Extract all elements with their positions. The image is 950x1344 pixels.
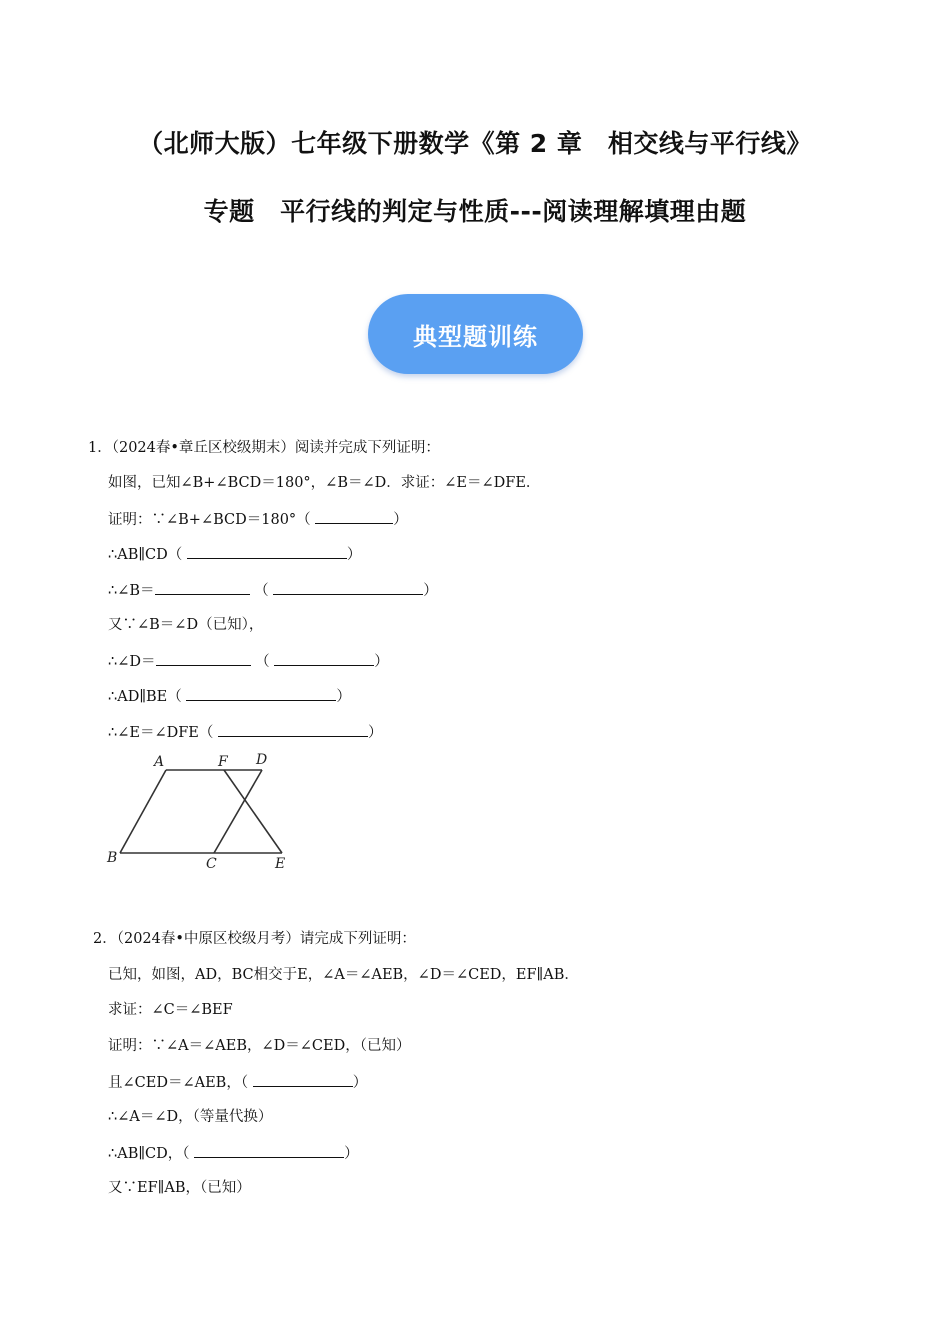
figure-label-B: B — [107, 850, 118, 866]
q1-step-1 — [108, 509, 408, 530]
q1-step-5-text: ∴∠D＝ — [108, 654, 156, 670]
q1-step-7-close: ） — [368, 725, 383, 741]
q1-step-1-text: 证明：∵∠B+∠BCD＝180°（ — [108, 512, 311, 528]
q1-step-6-close: ） — [336, 689, 351, 705]
document-title-line-2: 专题 平行线的判定与性质---阅读理解填理由题 — [203, 197, 747, 226]
q2-step-4-close: ） — [344, 1146, 359, 1162]
q1-step-7 — [108, 722, 383, 743]
document-title-line-1: （北师大版）七年级下册数学《第 2 章 相交线与平行线》 — [138, 129, 812, 158]
figure-label-D: D — [256, 752, 268, 768]
q2-step-1: 证明：∵∠A＝∠AEB，∠D＝∠CED，（已知） — [108, 1038, 411, 1054]
q1-blank-6[interactable] — [186, 686, 336, 701]
figure-label-C: C — [206, 856, 217, 872]
q1-step-3 — [108, 580, 438, 601]
q1-step-2 — [108, 544, 361, 565]
q1-step-3-close: ） — [423, 583, 438, 599]
q1-blank-5b[interactable] — [274, 651, 374, 666]
q1-figure — [104, 750, 304, 875]
q1-step-5 — [108, 651, 389, 672]
figure-segment-DC — [214, 770, 262, 853]
q1-step-5-open: （ — [255, 654, 270, 670]
q1-step-3-text: ∴∠B＝ — [108, 583, 155, 599]
q1-step-3-open: （ — [254, 583, 269, 599]
q1-step-4: 又∵∠B＝∠D（已知）， — [108, 617, 264, 633]
q1-blank-3a[interactable] — [155, 580, 250, 595]
q1-step-1-close: ） — [393, 512, 408, 528]
q1-blank-2[interactable] — [187, 544, 347, 559]
figure-label-A: A — [154, 754, 165, 770]
q1-step-6 — [108, 686, 351, 707]
q2-step-4-text: ∴AB∥CD，（ — [108, 1146, 190, 1162]
q1-given: 如图，已知∠B+∠BCD＝180°，∠B＝∠D．求证：∠E＝∠DFE． — [108, 475, 541, 491]
q1-heading: 1．（2024春•章丘区校级期末）阅读并完成下列证明： — [88, 440, 440, 456]
q1-step-2-text: ∴AB∥CD（ — [108, 547, 183, 563]
q1-blank-1[interactable] — [315, 509, 393, 524]
q2-given: 已知，如图，AD，BC相交于E，∠A＝∠AEB，∠D＝∠CED，EF∥AB． — [108, 967, 579, 983]
q1-step-6-text: ∴AD∥BE（ — [108, 689, 182, 705]
q1-step-7-text: ∴∠E＝∠DFE（ — [108, 725, 214, 741]
q1-step-5-close: ） — [374, 654, 389, 670]
q2-step-4 — [108, 1143, 359, 1164]
q1-blank-5a[interactable] — [156, 651, 251, 666]
q1-step-2-close: ） — [346, 547, 362, 563]
q2-step-3: ∴∠A＝∠D，（等量代换） — [108, 1109, 273, 1125]
figure-segment-FE — [224, 770, 282, 853]
section-badge: 典型题训练 — [368, 294, 583, 374]
q1-blank-3b[interactable] — [273, 580, 423, 595]
figure-segment-AB — [120, 770, 166, 853]
q2-heading: 2．（2024春•中原区校级月考）请完成下列证明： — [93, 931, 416, 947]
q2-blank-2[interactable] — [253, 1072, 353, 1087]
q2-step-2-close: ） — [352, 1075, 368, 1091]
figure-label-F: F — [218, 754, 228, 770]
q2-blank-4[interactable] — [194, 1143, 344, 1158]
q1-blank-7[interactable] — [218, 722, 368, 737]
q2-step-5: 又∵EF∥AB，（已知） — [108, 1180, 251, 1196]
q2-step-2-text: 且∠CED＝∠AEB，（ — [108, 1075, 249, 1091]
q2-prove: 求证：∠C＝∠BEF — [108, 1002, 233, 1018]
figure-label-E: E — [275, 856, 286, 872]
q2-step-2 — [108, 1072, 367, 1093]
